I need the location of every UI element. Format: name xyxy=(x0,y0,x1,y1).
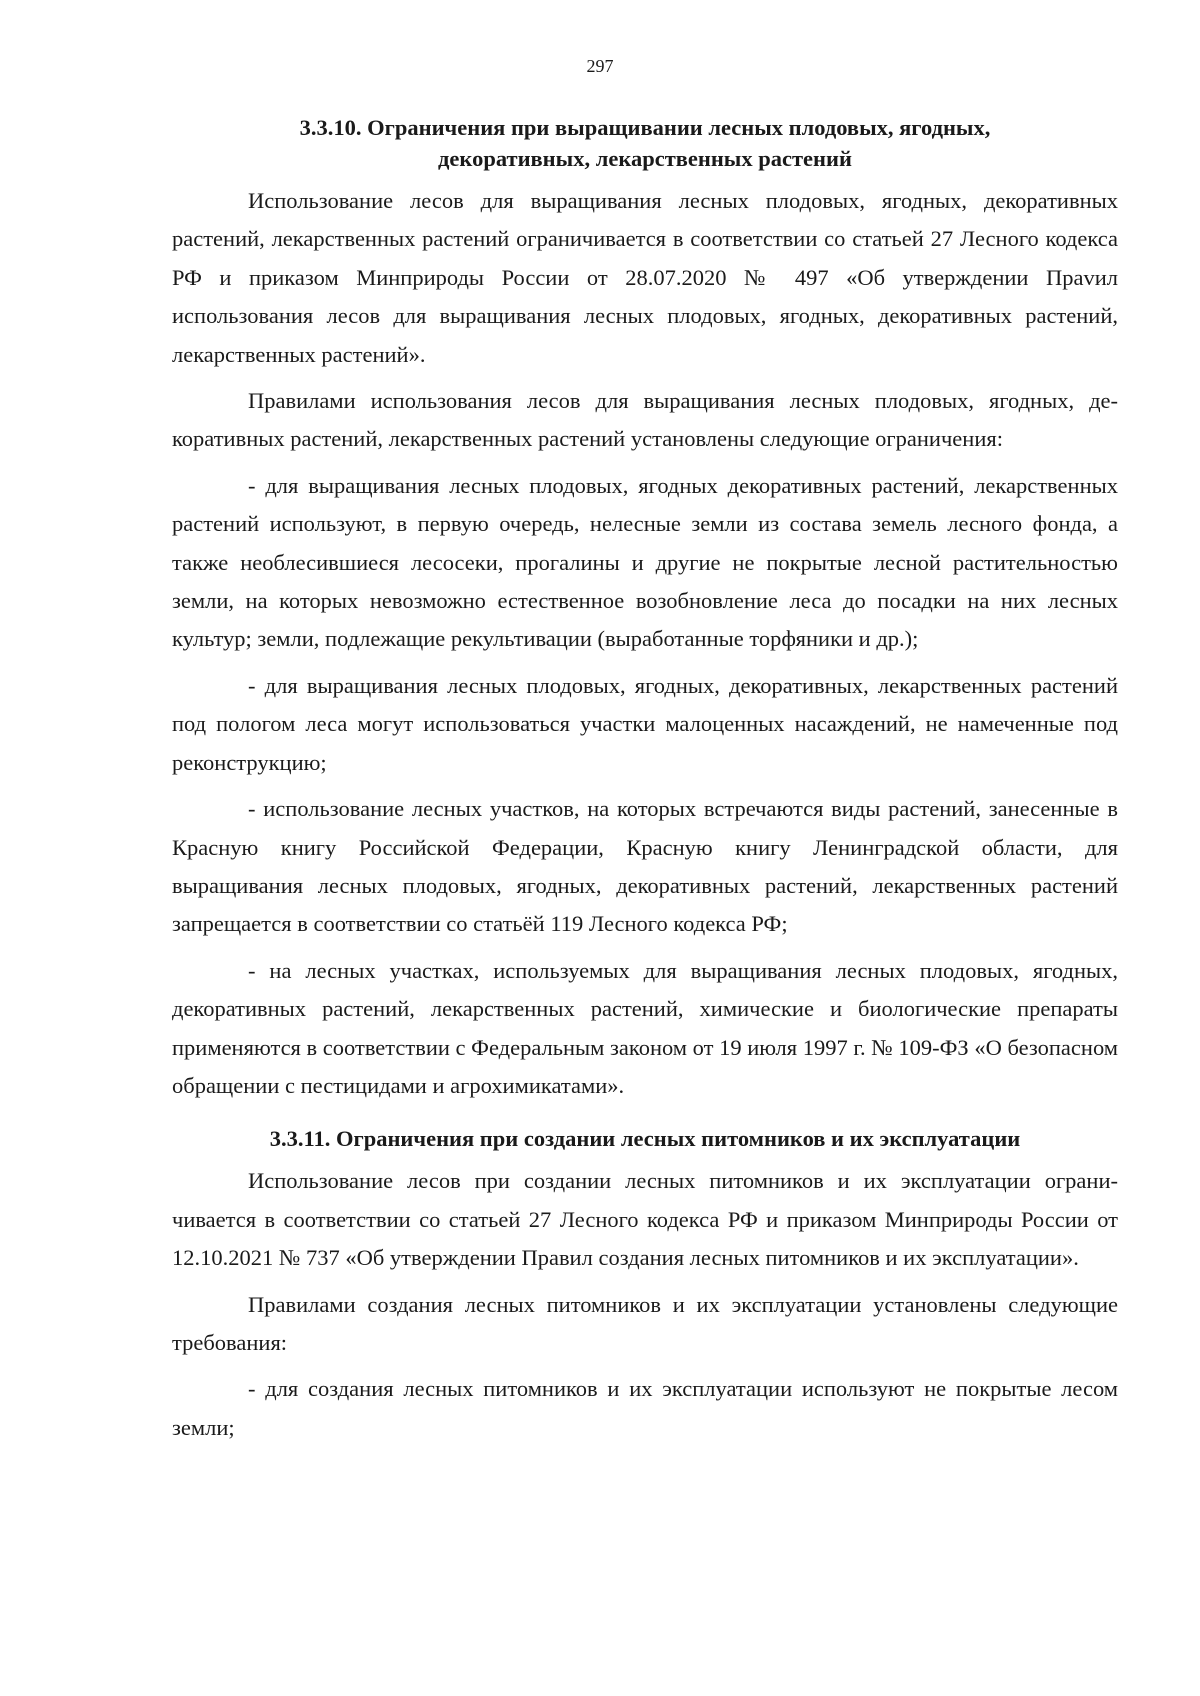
heading-line-2: декоративных, лекарственных растений xyxy=(438,146,852,171)
list-item: - для выращивания лесных плодовых, ягодных, декоративных, лекарственных растений под пологом леса могут использоваться участки малоценных насаждений, не намеченные под реконструкцию; xyxy=(172,672,1118,775)
list-item: - для выращивания лесных плодовых, ягодных декоративных растений, лекарственных растений используют, в первую очередь, нелесные земли из состава земель лесного фонда, а также необлесившиеся лесосеки, прогалины и другие не покрытые лесной растительностью земли, на которых невозможно естественное возобновление леса до посадки на них лесных культур; земли, подлежащие рекультивации (выработанные торфяники и др.); xyxy=(172,472,1118,652)
paragraph: Использование лесов для выращивания лесных плодовых, ягодных, декоративных растений, лекарственных растений ограничивается в соответствии со статьей 27 Лесного кодекса РФ и приказом Минприроды России от 28.07.2020 № 497 «Об утверждении Праvил использования лесов для выращивания лесных плодовых, ягодных, декоративных растений, лекарственных растений». xyxy=(172,188,1118,367)
section-heading-3-3-10 xyxy=(172,112,1118,174)
paragraph: Правилами создания лесных питомников и их эксплуатации установлены следующие требования: xyxy=(172,1291,1118,1355)
page-number: 297 xyxy=(586,56,614,76)
page-content xyxy=(172,112,1118,1455)
list-item: - использование лесных участков, на которых встречаются виды растений, занесенные в Красную книгу Российской Федерации, Красную книгу Ленинградской области, для выращивания лесных плодовых, ягодных, декоративных растений, лекарственных растений запрещается в соответствии со статьёй 119 Лесного кодекса РФ; xyxy=(172,796,1118,937)
section-heading-3-3-11: 3.3.11. Ограничения при создании лесных питомников и их эксплуатации xyxy=(269,1126,1021,1152)
paragraph: Использование лесов при создании лесных питомников и их эксплуатации ограничивается в соответствии со статьей 27 Лесного кодекса РФ и приказом Минприроды России от 12.10.2021 № 737 «Об утверждении Правил создания лесных питомников и их эксплуатации». xyxy=(172,1168,1118,1271)
list-item: - для создания лесных питомников и их эксплуатации используют не покрытые лесом земли; xyxy=(172,1376,1118,1440)
list-item: - на лесных участках, используемых для выращивания лесных плодовых, ягодных, декоративных растений, лекарственных растений, химические и биологические препараты применяются в соответствии с Федеральным законом от 19 июля 1997 г. № 109-ФЗ «О безопасном обращении с пестицидами и агрохимикатами». xyxy=(172,957,1118,1098)
paragraph: Правилами использования лесов для выращивания лесных плодовых, ягодных, декоративных растений, лекарственных растений установлены следующие ограничения: xyxy=(172,388,1118,452)
heading-line-1: 3.3.10. Ограничения при выращивании лесных плодовых, ягодных, xyxy=(299,115,991,140)
